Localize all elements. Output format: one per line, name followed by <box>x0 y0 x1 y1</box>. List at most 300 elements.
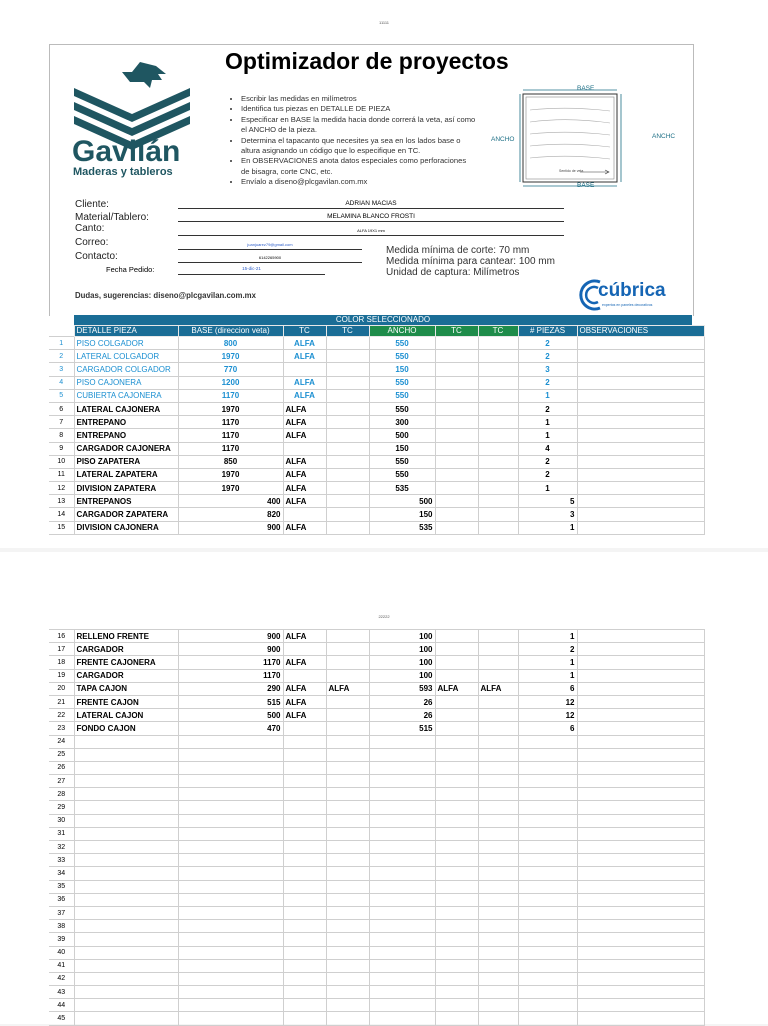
ancho-cell[interactable] <box>369 867 435 880</box>
tc-cell[interactable] <box>435 735 478 748</box>
tc-cell[interactable] <box>326 695 369 708</box>
tc-cell[interactable]: ALFA <box>326 682 369 695</box>
detalle-cell[interactable] <box>74 946 178 959</box>
ancho-cell[interactable] <box>369 986 435 999</box>
ancho-cell[interactable]: 100 <box>369 643 435 656</box>
observaciones-cell[interactable] <box>577 880 704 893</box>
piezas-cell[interactable]: 6 <box>518 682 577 695</box>
observaciones-cell[interactable] <box>577 363 704 376</box>
piezas-cell[interactable] <box>518 775 577 788</box>
base-cell[interactable]: 1170 <box>178 416 283 429</box>
tc-cell[interactable] <box>283 946 326 959</box>
piezas-cell[interactable]: 5 <box>518 495 577 508</box>
tc-cell[interactable] <box>326 1012 369 1025</box>
tc-cell[interactable] <box>478 986 518 999</box>
tc-cell[interactable] <box>478 709 518 722</box>
detalle-cell[interactable] <box>74 827 178 840</box>
detalle-cell[interactable] <box>74 933 178 946</box>
tc-cell[interactable] <box>283 363 326 376</box>
base-cell[interactable] <box>178 972 283 985</box>
tc-cell[interactable] <box>283 999 326 1012</box>
observaciones-cell[interactable] <box>577 867 704 880</box>
base-cell[interactable] <box>178 801 283 814</box>
tc-cell[interactable] <box>326 788 369 801</box>
ancho-cell[interactable]: 100 <box>369 656 435 669</box>
tc-cell[interactable] <box>283 893 326 906</box>
piezas-cell[interactable] <box>518 933 577 946</box>
base-cell[interactable] <box>178 880 283 893</box>
piezas-cell[interactable] <box>518 827 577 840</box>
base-cell[interactable] <box>178 867 283 880</box>
ancho-cell[interactable] <box>369 841 435 854</box>
tc-cell[interactable] <box>478 854 518 867</box>
tc-cell[interactable] <box>326 748 369 761</box>
tc-cell[interactable]: ALFA <box>283 656 326 669</box>
piezas-cell[interactable]: 1 <box>518 656 577 669</box>
tc-cell[interactable] <box>283 1012 326 1025</box>
ancho-cell[interactable]: 100 <box>369 630 435 643</box>
observaciones-cell[interactable] <box>577 841 704 854</box>
base-cell[interactable] <box>178 761 283 774</box>
observaciones-cell[interactable] <box>577 959 704 972</box>
tc-cell[interactable] <box>435 337 478 350</box>
tc-cell[interactable]: ALFA <box>283 521 326 534</box>
observaciones-cell[interactable] <box>577 709 704 722</box>
tc-cell[interactable] <box>326 521 369 534</box>
tc-cell[interactable] <box>435 508 478 521</box>
piezas-cell[interactable] <box>518 854 577 867</box>
piezas-cell[interactable] <box>518 761 577 774</box>
tc-cell[interactable]: ALFA <box>283 337 326 350</box>
tc-cell[interactable] <box>478 643 518 656</box>
base-cell[interactable] <box>178 775 283 788</box>
piezas-cell[interactable] <box>518 880 577 893</box>
piezas-cell[interactable] <box>518 788 577 801</box>
tc-cell[interactable] <box>283 748 326 761</box>
base-cell[interactable]: 500 <box>178 709 283 722</box>
tc-cell[interactable] <box>435 867 478 880</box>
tc-cell[interactable] <box>478 669 518 682</box>
ancho-cell[interactable]: 150 <box>369 363 435 376</box>
tc-cell[interactable] <box>435 429 478 442</box>
base-cell[interactable] <box>178 893 283 906</box>
ancho-cell[interactable]: 550 <box>369 402 435 415</box>
piezas-cell[interactable]: 12 <box>518 695 577 708</box>
tc-cell[interactable] <box>478 630 518 643</box>
detalle-cell[interactable]: FRENTE CAJONERA <box>74 656 178 669</box>
tc-cell[interactable] <box>326 350 369 363</box>
tc-cell[interactable] <box>326 337 369 350</box>
detalle-cell[interactable] <box>74 788 178 801</box>
tc-cell[interactable] <box>326 416 369 429</box>
tc-cell[interactable] <box>478 906 518 919</box>
tc-cell[interactable] <box>478 455 518 468</box>
detalle-cell[interactable]: LATERAL ZAPATERA <box>74 468 178 481</box>
ancho-cell[interactable] <box>369 906 435 919</box>
tc-cell[interactable] <box>435 376 478 389</box>
tc-cell[interactable] <box>478 350 518 363</box>
observaciones-cell[interactable] <box>577 893 704 906</box>
tc-cell[interactable] <box>326 508 369 521</box>
detalle-cell[interactable] <box>74 761 178 774</box>
ancho-cell[interactable]: 515 <box>369 722 435 735</box>
tc-cell[interactable] <box>326 630 369 643</box>
tc-cell[interactable]: ALFA <box>283 402 326 415</box>
base-cell[interactable] <box>178 748 283 761</box>
detalle-cell[interactable] <box>74 814 178 827</box>
piezas-cell[interactable] <box>518 920 577 933</box>
tc-cell[interactable] <box>478 482 518 495</box>
piezas-cell[interactable] <box>518 946 577 959</box>
tc-cell[interactable] <box>478 508 518 521</box>
tc-cell[interactable] <box>326 761 369 774</box>
tc-cell[interactable]: ALFA <box>283 455 326 468</box>
tc-cell[interactable] <box>435 814 478 827</box>
tc-cell[interactable] <box>478 468 518 481</box>
detalle-cell[interactable]: LATERAL CAJON <box>74 709 178 722</box>
tc-cell[interactable] <box>326 814 369 827</box>
tc-cell[interactable] <box>283 801 326 814</box>
tc-cell[interactable] <box>435 999 478 1012</box>
piezas-cell[interactable] <box>518 801 577 814</box>
tc-cell[interactable] <box>478 402 518 415</box>
base-cell[interactable] <box>178 735 283 748</box>
ancho-cell[interactable] <box>369 761 435 774</box>
observaciones-cell[interactable] <box>577 416 704 429</box>
detalle-cell[interactable]: CUBIERTA CAJONERA <box>74 389 178 402</box>
observaciones-cell[interactable] <box>577 972 704 985</box>
tc-cell[interactable] <box>326 959 369 972</box>
observaciones-cell[interactable] <box>577 986 704 999</box>
ancho-cell[interactable]: 150 <box>369 508 435 521</box>
detalle-cell[interactable] <box>74 854 178 867</box>
observaciones-cell[interactable] <box>577 722 704 735</box>
detalle-cell[interactable]: FRENTE CAJON <box>74 695 178 708</box>
piezas-cell[interactable]: 4 <box>518 442 577 455</box>
base-cell[interactable] <box>178 959 283 972</box>
tc-cell[interactable] <box>435 972 478 985</box>
base-cell[interactable]: 470 <box>178 722 283 735</box>
tc-cell[interactable] <box>326 669 369 682</box>
tc-cell[interactable] <box>478 880 518 893</box>
tc-cell[interactable]: ALFA <box>435 682 478 695</box>
tc-cell[interactable] <box>326 656 369 669</box>
base-cell[interactable] <box>178 827 283 840</box>
piezas-cell[interactable]: 1 <box>518 669 577 682</box>
piezas-cell[interactable]: 3 <box>518 363 577 376</box>
observaciones-cell[interactable] <box>577 999 704 1012</box>
tc-cell[interactable] <box>478 416 518 429</box>
tc-cell[interactable] <box>435 946 478 959</box>
ancho-cell[interactable] <box>369 775 435 788</box>
tc-cell[interactable]: ALFA <box>283 709 326 722</box>
tc-cell[interactable] <box>478 656 518 669</box>
tc-cell[interactable] <box>478 429 518 442</box>
tc-cell[interactable] <box>326 946 369 959</box>
tc-cell[interactable] <box>435 389 478 402</box>
base-cell[interactable]: 1170 <box>178 669 283 682</box>
observaciones-cell[interactable] <box>577 389 704 402</box>
tc-cell[interactable] <box>326 363 369 376</box>
tc-cell[interactable] <box>326 801 369 814</box>
tc-cell[interactable] <box>283 775 326 788</box>
base-cell[interactable] <box>178 999 283 1012</box>
tc-cell[interactable] <box>283 841 326 854</box>
ancho-cell[interactable] <box>369 748 435 761</box>
tc-cell[interactable] <box>435 402 478 415</box>
piezas-cell[interactable] <box>518 735 577 748</box>
observaciones-cell[interactable] <box>577 695 704 708</box>
observaciones-cell[interactable] <box>577 854 704 867</box>
tc-cell[interactable] <box>283 814 326 827</box>
tc-cell[interactable] <box>478 363 518 376</box>
tc-cell[interactable] <box>326 972 369 985</box>
tc-cell[interactable] <box>478 695 518 708</box>
tc-cell[interactable] <box>283 442 326 455</box>
tc-cell[interactable] <box>478 814 518 827</box>
base-cell[interactable]: 1170 <box>178 429 283 442</box>
tc-cell[interactable]: ALFA <box>283 350 326 363</box>
tc-cell[interactable] <box>435 455 478 468</box>
tc-cell[interactable]: ALFA <box>283 429 326 442</box>
tc-cell[interactable] <box>478 442 518 455</box>
tc-cell[interactable] <box>283 933 326 946</box>
piezas-cell[interactable]: 1 <box>518 630 577 643</box>
base-cell[interactable]: 1970 <box>178 482 283 495</box>
tc-cell[interactable] <box>283 827 326 840</box>
base-cell[interactable] <box>178 933 283 946</box>
tc-cell[interactable] <box>435 827 478 840</box>
tc-cell[interactable] <box>435 893 478 906</box>
piezas-cell[interactable] <box>518 986 577 999</box>
tc-cell[interactable] <box>435 709 478 722</box>
tc-cell[interactable] <box>283 867 326 880</box>
tc-cell[interactable] <box>326 376 369 389</box>
tc-cell[interactable] <box>326 402 369 415</box>
observaciones-cell[interactable] <box>577 669 704 682</box>
detalle-cell[interactable]: ENTREPANO <box>74 429 178 442</box>
tc-cell[interactable] <box>326 827 369 840</box>
tc-cell[interactable] <box>478 801 518 814</box>
base-cell[interactable]: 290 <box>178 682 283 695</box>
base-cell[interactable] <box>178 854 283 867</box>
detalle-cell[interactable]: DIVISION ZAPATERA <box>74 482 178 495</box>
tc-cell[interactable]: ALFA <box>283 630 326 643</box>
tc-cell[interactable]: ALFA <box>283 468 326 481</box>
detalle-cell[interactable]: FONDO CAJON <box>74 722 178 735</box>
ancho-cell[interactable]: 550 <box>369 389 435 402</box>
ancho-cell[interactable] <box>369 827 435 840</box>
tc-cell[interactable] <box>435 669 478 682</box>
observaciones-cell[interactable] <box>577 1012 704 1025</box>
observaciones-cell[interactable] <box>577 946 704 959</box>
ancho-cell[interactable]: 535 <box>369 482 435 495</box>
canto-field[interactable]: ALFA 19X1 mm <box>178 226 564 236</box>
ancho-cell[interactable]: 550 <box>369 376 435 389</box>
tc-cell[interactable] <box>283 761 326 774</box>
observaciones-cell[interactable] <box>577 482 704 495</box>
tc-cell[interactable] <box>326 643 369 656</box>
tc-cell[interactable] <box>435 801 478 814</box>
ancho-cell[interactable]: 500 <box>369 495 435 508</box>
ancho-cell[interactable] <box>369 959 435 972</box>
observaciones-cell[interactable] <box>577 630 704 643</box>
tc-cell[interactable] <box>435 959 478 972</box>
detalle-cell[interactable]: ENTREPANO <box>74 416 178 429</box>
base-cell[interactable] <box>178 814 283 827</box>
observaciones-cell[interactable] <box>577 814 704 827</box>
tc-cell[interactable] <box>435 986 478 999</box>
detalle-cell[interactable]: LATERAL COLGADOR <box>74 350 178 363</box>
detalle-cell[interactable] <box>74 893 178 906</box>
detalle-cell[interactable] <box>74 906 178 919</box>
observaciones-cell[interactable] <box>577 468 704 481</box>
observaciones-cell[interactable] <box>577 508 704 521</box>
piezas-cell[interactable] <box>518 999 577 1012</box>
ancho-cell[interactable] <box>369 999 435 1012</box>
base-cell[interactable] <box>178 1012 283 1025</box>
tc-cell[interactable] <box>435 521 478 534</box>
ancho-cell[interactable] <box>369 814 435 827</box>
tc-cell[interactable] <box>478 827 518 840</box>
detalle-cell[interactable]: CARGADOR ZAPATERA <box>74 508 178 521</box>
base-cell[interactable] <box>178 788 283 801</box>
tc-cell[interactable] <box>326 920 369 933</box>
ancho-cell[interactable]: 500 <box>369 429 435 442</box>
base-cell[interactable]: 1970 <box>178 402 283 415</box>
observaciones-cell[interactable] <box>577 735 704 748</box>
tc-cell[interactable] <box>478 1012 518 1025</box>
tc-cell[interactable] <box>478 972 518 985</box>
ancho-cell[interactable] <box>369 933 435 946</box>
observaciones-cell[interactable] <box>577 761 704 774</box>
tc-cell[interactable] <box>435 854 478 867</box>
observaciones-cell[interactable] <box>577 350 704 363</box>
base-cell[interactable]: 1170 <box>178 442 283 455</box>
ancho-cell[interactable] <box>369 946 435 959</box>
tc-cell[interactable] <box>326 468 369 481</box>
tc-cell[interactable] <box>326 775 369 788</box>
tc-cell[interactable] <box>435 643 478 656</box>
tc-cell[interactable] <box>283 788 326 801</box>
contacto-field[interactable]: 6142265900 <box>178 253 362 263</box>
ancho-cell[interactable] <box>369 920 435 933</box>
tc-cell[interactable] <box>283 959 326 972</box>
detalle-cell[interactable] <box>74 959 178 972</box>
ancho-cell[interactable]: 100 <box>369 669 435 682</box>
piezas-cell[interactable]: 1 <box>518 389 577 402</box>
ancho-cell[interactable]: 26 <box>369 695 435 708</box>
tc-cell[interactable] <box>326 722 369 735</box>
detalle-cell[interactable]: TAPA CAJON <box>74 682 178 695</box>
tc-cell[interactable] <box>326 709 369 722</box>
tc-cell[interactable] <box>435 630 478 643</box>
tc-cell[interactable] <box>435 363 478 376</box>
tc-cell[interactable]: ALFA <box>283 695 326 708</box>
tc-cell[interactable] <box>435 468 478 481</box>
piezas-cell[interactable]: 2 <box>518 455 577 468</box>
tc-cell[interactable] <box>478 933 518 946</box>
observaciones-cell[interactable] <box>577 748 704 761</box>
detalle-cell[interactable] <box>74 867 178 880</box>
ancho-cell[interactable] <box>369 801 435 814</box>
tc-cell[interactable] <box>435 350 478 363</box>
detalle-cell[interactable]: DIVISION CAJONERA <box>74 521 178 534</box>
tc-cell[interactable] <box>478 775 518 788</box>
tc-cell[interactable] <box>478 748 518 761</box>
tc-cell[interactable] <box>478 495 518 508</box>
base-cell[interactable]: 820 <box>178 508 283 521</box>
tc-cell[interactable] <box>326 482 369 495</box>
base-cell[interactable] <box>178 986 283 999</box>
detalle-cell[interactable]: PISO ZAPATERA <box>74 455 178 468</box>
tc-cell[interactable] <box>283 669 326 682</box>
ancho-cell[interactable] <box>369 788 435 801</box>
tc-cell[interactable] <box>283 972 326 985</box>
base-cell[interactable]: 1170 <box>178 389 283 402</box>
ancho-cell[interactable]: 550 <box>369 468 435 481</box>
tc-cell[interactable] <box>478 841 518 854</box>
tc-cell[interactable] <box>478 389 518 402</box>
tc-cell[interactable] <box>326 854 369 867</box>
observaciones-cell[interactable] <box>577 521 704 534</box>
tc-cell[interactable] <box>326 933 369 946</box>
detalle-cell[interactable] <box>74 999 178 1012</box>
tc-cell[interactable] <box>435 841 478 854</box>
observaciones-cell[interactable] <box>577 906 704 919</box>
detalle-cell[interactable] <box>74 735 178 748</box>
detalle-cell[interactable]: CARGADOR <box>74 669 178 682</box>
tc-cell[interactable] <box>326 880 369 893</box>
detalle-cell[interactable]: RELLENO FRENTE <box>74 630 178 643</box>
tc-cell[interactable] <box>283 986 326 999</box>
base-cell[interactable] <box>178 946 283 959</box>
piezas-cell[interactable] <box>518 959 577 972</box>
detalle-cell[interactable]: PISO CAJONERA <box>74 376 178 389</box>
detalle-cell[interactable] <box>74 986 178 999</box>
observaciones-cell[interactable] <box>577 495 704 508</box>
tc-cell[interactable] <box>326 841 369 854</box>
piezas-cell[interactable]: 2 <box>518 468 577 481</box>
observaciones-cell[interactable] <box>577 775 704 788</box>
tc-cell[interactable] <box>478 788 518 801</box>
piezas-cell[interactable] <box>518 841 577 854</box>
tc-cell[interactable] <box>326 893 369 906</box>
piezas-cell[interactable]: 2 <box>518 402 577 415</box>
piezas-cell[interactable]: 2 <box>518 643 577 656</box>
tc-cell[interactable] <box>326 389 369 402</box>
observaciones-cell[interactable] <box>577 643 704 656</box>
base-cell[interactable] <box>178 906 283 919</box>
tc-cell[interactable] <box>435 920 478 933</box>
tc-cell[interactable] <box>478 893 518 906</box>
tc-cell[interactable] <box>283 854 326 867</box>
tc-cell[interactable] <box>283 735 326 748</box>
piezas-cell[interactable] <box>518 748 577 761</box>
piezas-cell[interactable]: 2 <box>518 350 577 363</box>
tc-cell[interactable] <box>478 761 518 774</box>
tc-cell[interactable] <box>435 722 478 735</box>
tc-cell[interactable] <box>478 946 518 959</box>
tc-cell[interactable] <box>435 775 478 788</box>
tc-cell[interactable] <box>283 906 326 919</box>
tc-cell[interactable] <box>283 880 326 893</box>
tc-cell[interactable] <box>326 867 369 880</box>
observaciones-cell[interactable] <box>577 442 704 455</box>
piezas-cell[interactable] <box>518 814 577 827</box>
tc-cell[interactable] <box>283 920 326 933</box>
tc-cell[interactable] <box>283 643 326 656</box>
